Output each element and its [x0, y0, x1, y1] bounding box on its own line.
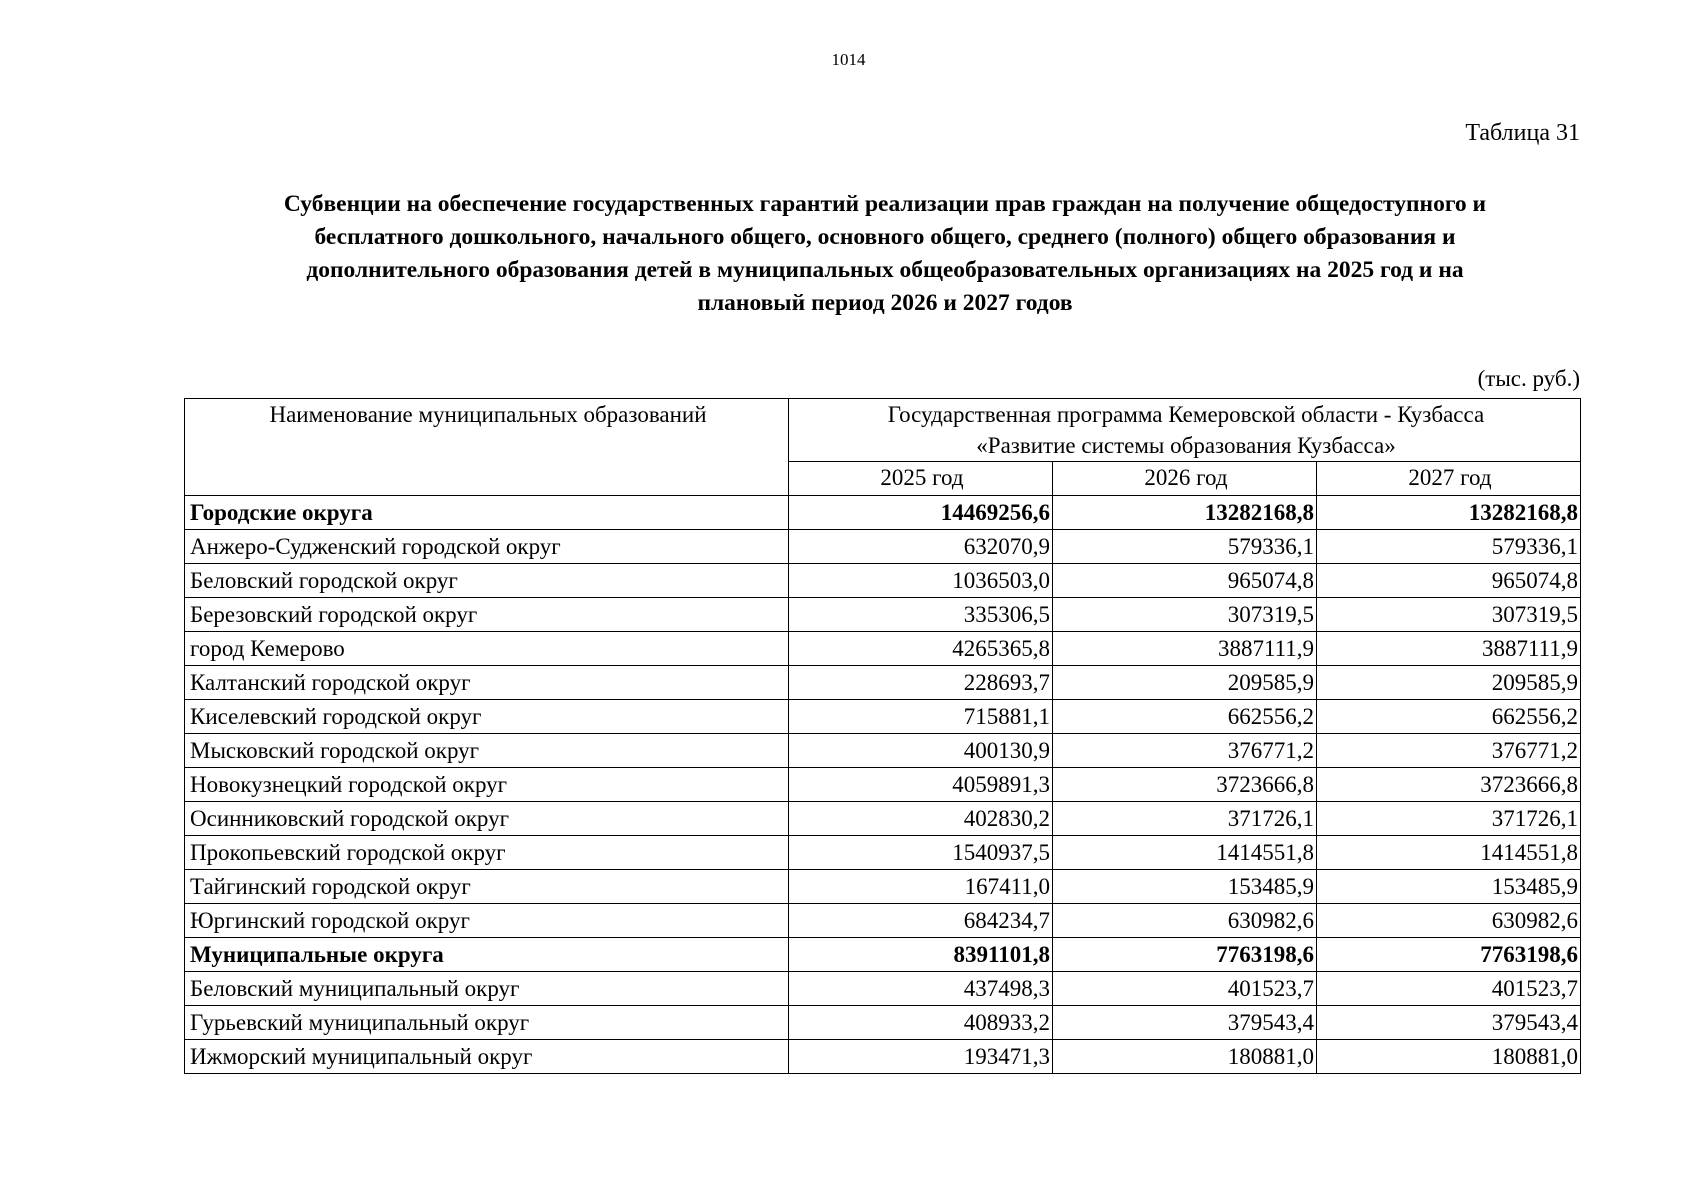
table-row	[185, 666, 1581, 700]
municipality-name-cell: Осинниковский городской округ	[185, 802, 789, 836]
value-2027-cell: 209585,9	[1317, 666, 1581, 700]
municipality-name-cell: Киселевский городской округ	[185, 700, 789, 734]
value-2027-cell: 371726,1	[1317, 802, 1581, 836]
value-2025-cell: 684234,7	[789, 904, 1053, 938]
municipality-name-cell: Ижморский муниципальный округ	[185, 1040, 789, 1074]
table-row	[185, 972, 1581, 1006]
municipality-name-cell: Калтанский городской округ	[185, 666, 789, 700]
municipality-name-cell: Мысковский городской округ	[185, 734, 789, 768]
value-2027-cell: 376771,2	[1317, 734, 1581, 768]
title-line: плановый период 2026 и 2027 годов	[697, 290, 1073, 316]
value-2026-cell: 1414551,8	[1053, 836, 1317, 870]
value-2026-cell: 3887111,9	[1053, 632, 1317, 666]
table-row	[185, 836, 1581, 870]
subvention-table	[184, 398, 1581, 1074]
table-row	[185, 530, 1581, 564]
value-2025-cell: 400130,9	[789, 734, 1053, 768]
value-2026-cell: 371726,1	[1053, 802, 1317, 836]
units-label: (тыс. руб.)	[1477, 366, 1580, 391]
municipality-name-cell: Новокузнецкий городской округ	[185, 768, 789, 802]
value-2025-cell: 4059891,3	[789, 768, 1053, 802]
value-2026-cell: 7763198,6	[1053, 938, 1317, 972]
value-2026-cell: 307319,5	[1053, 598, 1317, 632]
value-2026-cell: 180881,0	[1053, 1040, 1317, 1074]
table-row	[185, 700, 1581, 734]
municipality-name-cell: Городские округа	[185, 496, 789, 530]
value-2025-cell: 1540937,5	[789, 836, 1053, 870]
table-body	[185, 496, 1581, 1074]
header-municipality-name: Наименование муниципальных образований	[185, 399, 789, 496]
header-year-2026: 2026 год	[1053, 462, 1317, 496]
value-2025-cell: 193471,3	[789, 1040, 1053, 1074]
page-number: 1014	[831, 50, 866, 69]
table-row	[185, 598, 1581, 632]
table-group-row	[185, 938, 1581, 972]
value-2025-cell: 167411,0	[789, 870, 1053, 904]
value-2025-cell: 4265365,8	[789, 632, 1053, 666]
table-row	[185, 768, 1581, 802]
header-year-2027: 2027 год	[1317, 462, 1581, 496]
value-2027-cell: 13282168,8	[1317, 496, 1581, 530]
header-program	[789, 399, 1581, 462]
municipality-name-cell: Юргинский городской округ	[185, 904, 789, 938]
table-label: Таблица 31	[1465, 120, 1580, 146]
header-program-line: «Развитие системы образования Кузбасса»	[976, 433, 1396, 458]
table-row	[185, 564, 1581, 598]
table-row	[185, 734, 1581, 768]
document-title	[200, 188, 1570, 320]
value-2025-cell: 228693,7	[789, 666, 1053, 700]
value-2027-cell: 307319,5	[1317, 598, 1581, 632]
value-2027-cell: 379543,4	[1317, 1006, 1581, 1040]
value-2026-cell: 13282168,8	[1053, 496, 1317, 530]
value-2027-cell: 401523,7	[1317, 972, 1581, 1006]
value-2025-cell: 408933,2	[789, 1006, 1053, 1040]
value-2027-cell: 630982,6	[1317, 904, 1581, 938]
municipality-name-cell: Прокопьевский городской округ	[185, 836, 789, 870]
header-program-line: Государственная программа Кемеровской области - Кузбасса	[887, 402, 1485, 427]
municipality-name-cell: Березовский городской округ	[185, 598, 789, 632]
value-2027-cell: 662556,2	[1317, 700, 1581, 734]
table-group-row	[185, 496, 1581, 530]
municipality-name-cell: Тайгинский городской округ	[185, 870, 789, 904]
municipality-name-cell: Беловский городской округ	[185, 564, 789, 598]
title-line: Субвенции на обеспечение государственных гарантий реализации прав граждан на получение общедоступного и	[283, 191, 1487, 217]
value-2027-cell: 153485,9	[1317, 870, 1581, 904]
title-line: дополнительного образования детей в муниципальных общеобразовательных организациях на 2025 год и на	[306, 257, 1464, 283]
value-2025-cell: 1036503,0	[789, 564, 1053, 598]
table-row	[185, 1006, 1581, 1040]
value-2025-cell: 14469256,6	[789, 496, 1053, 530]
value-2026-cell: 662556,2	[1053, 700, 1317, 734]
value-2027-cell: 1414551,8	[1317, 836, 1581, 870]
value-2026-cell: 153485,9	[1053, 870, 1317, 904]
value-2025-cell: 335306,5	[789, 598, 1053, 632]
value-2027-cell: 3887111,9	[1317, 632, 1581, 666]
value-2026-cell: 630982,6	[1053, 904, 1317, 938]
municipality-name-cell: Муниципальные округа	[185, 938, 789, 972]
value-2025-cell: 632070,9	[789, 530, 1053, 564]
value-2026-cell: 376771,2	[1053, 734, 1317, 768]
value-2026-cell: 579336,1	[1053, 530, 1317, 564]
table-row	[185, 632, 1581, 666]
value-2026-cell: 965074,8	[1053, 564, 1317, 598]
value-2025-cell: 8391101,8	[789, 938, 1053, 972]
value-2026-cell: 209585,9	[1053, 666, 1317, 700]
value-2027-cell: 965074,8	[1317, 564, 1581, 598]
value-2025-cell: 715881,1	[789, 700, 1053, 734]
municipality-name-cell: Беловский муниципальный округ	[185, 972, 789, 1006]
table-row	[185, 1040, 1581, 1074]
municipality-name-cell: город Кемерово	[185, 632, 789, 666]
municipality-name-cell: Анжеро-Судженский городской округ	[185, 530, 789, 564]
value-2025-cell: 402830,2	[789, 802, 1053, 836]
title-line: бесплатного дошкольного, начального общего, основного общего, среднего (полного) общего образования и	[314, 224, 1456, 250]
value-2027-cell: 579336,1	[1317, 530, 1581, 564]
value-2026-cell: 401523,7	[1053, 972, 1317, 1006]
value-2027-cell: 3723666,8	[1317, 768, 1581, 802]
value-2026-cell: 379543,4	[1053, 1006, 1317, 1040]
value-2027-cell: 7763198,6	[1317, 938, 1581, 972]
value-2027-cell: 180881,0	[1317, 1040, 1581, 1074]
header-year-2025: 2025 год	[789, 462, 1053, 496]
table-row	[185, 870, 1581, 904]
table-row	[185, 802, 1581, 836]
value-2026-cell: 3723666,8	[1053, 768, 1317, 802]
table-row	[185, 904, 1581, 938]
municipality-name-cell: Гурьевский муниципальный округ	[185, 1006, 789, 1040]
value-2025-cell: 437498,3	[789, 972, 1053, 1006]
